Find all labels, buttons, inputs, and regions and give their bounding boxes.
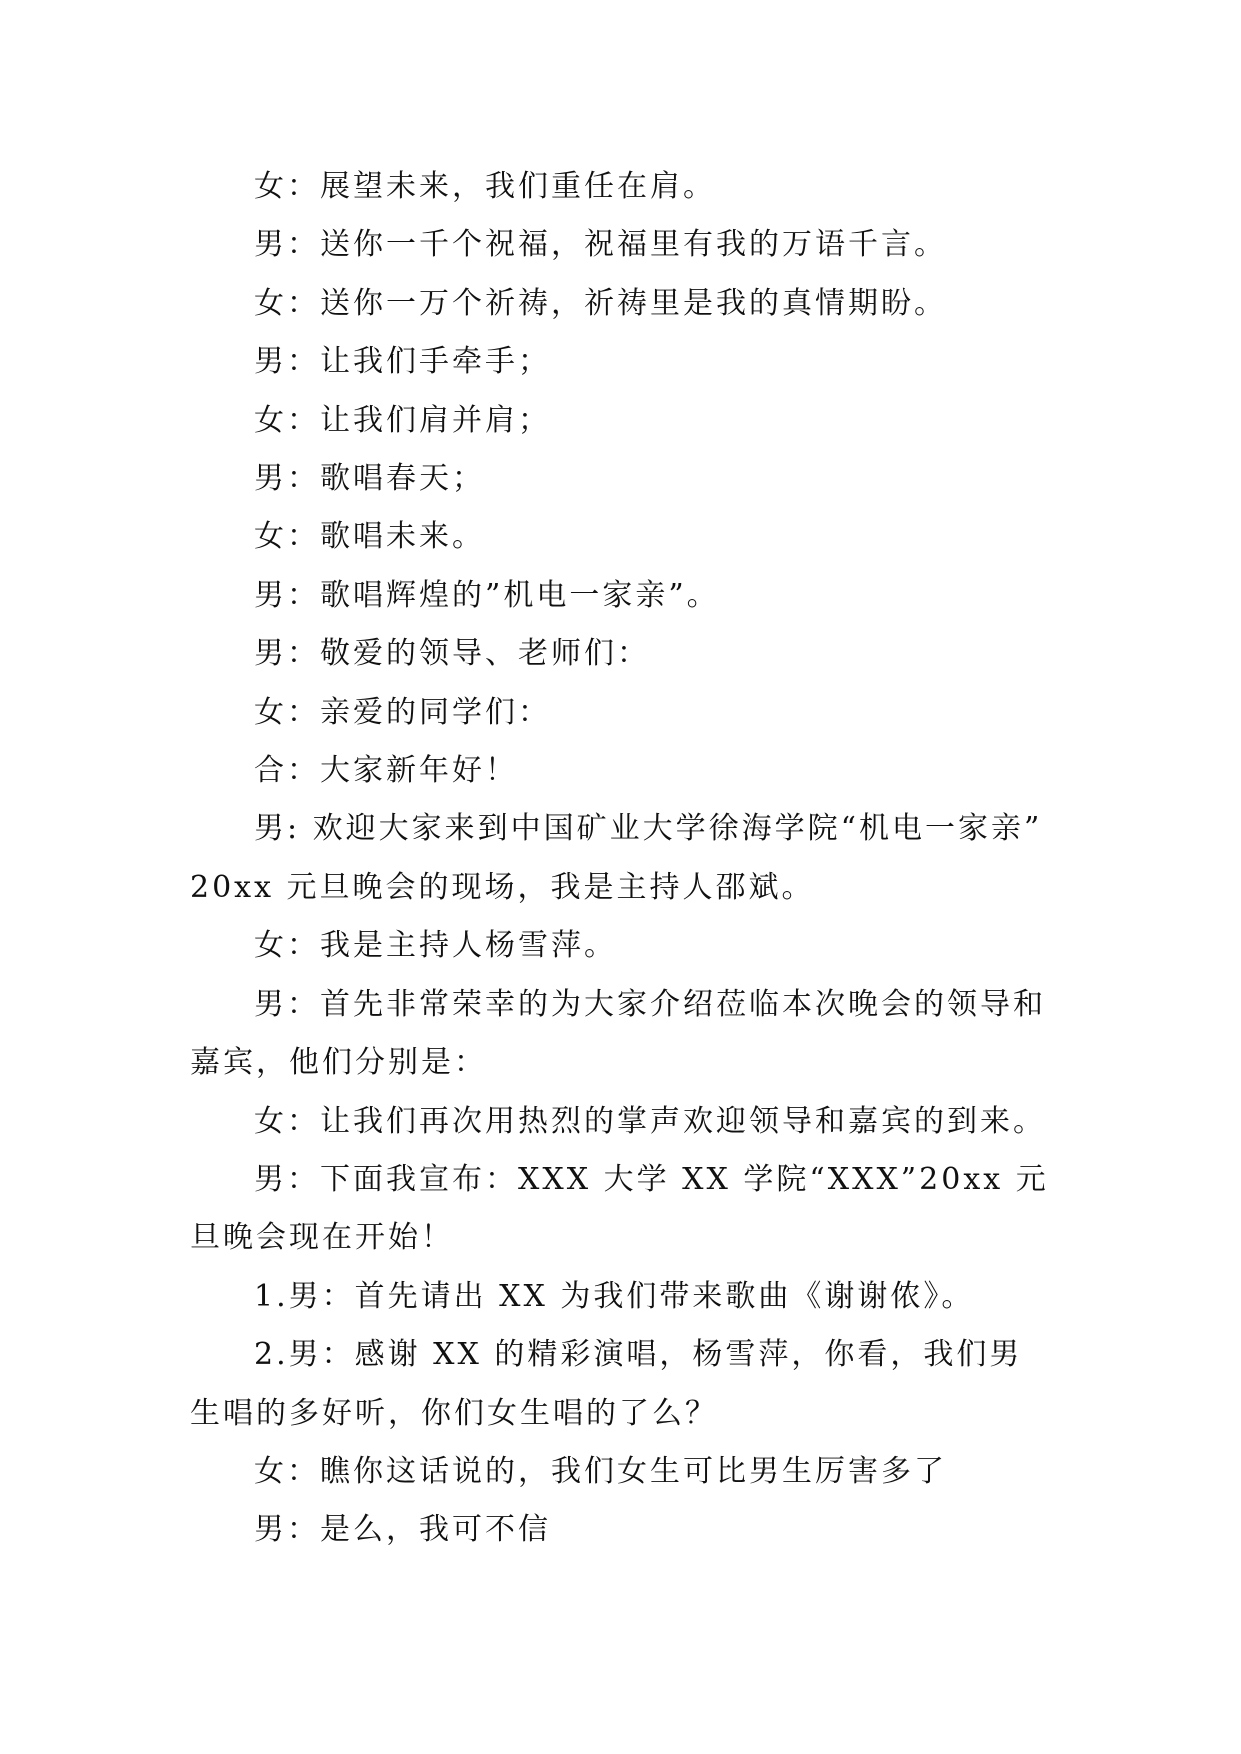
paragraph: 女：送你一万个祈祷，祈祷里是我的真情期盼。 <box>254 285 947 321</box>
paragraph: 女：我是主持人杨雪萍。 <box>254 928 617 964</box>
paragraph: 女：让我们再次用热烈的掌声欢迎领导和嘉宾的到来。 <box>254 1103 1046 1139</box>
paragraph: 男：下面我宣布：XXX 大学 XX 学院“XXX”20xx 元旦晚会现在开始！ <box>190 1161 1049 1256</box>
document-body <box>190 158 1052 1560</box>
paragraph: 合：大家新年好！ <box>254 753 518 789</box>
paragraph: 1.男：首先请出 XX 为我们带来歌曲《谢谢侬》。 <box>254 1278 975 1314</box>
paragraph: 女：歌唱未来。 <box>254 519 485 555</box>
paragraph: 女：让我们肩并肩； <box>254 402 551 438</box>
paragraph: 男：是么，我可不信 <box>254 1512 551 1548</box>
paragraph: 男：首先非常荣幸的为大家介绍莅临本次晚会的领导和嘉宾，他们分别是： <box>190 986 1046 1081</box>
paragraph: 女：瞧你这话说的，我们女生可比男生厉害多了 <box>254 1453 947 1489</box>
paragraph: 男：敬爱的领导、老师们： <box>254 636 650 672</box>
paragraph: 女：展望未来，我们重任在肩。 <box>254 169 716 204</box>
paragraph: 男：送你一千个祝福，祝福里有我的万语千言。 <box>254 227 947 263</box>
paragraph: 男：歌唱辉煌的”机电一家亲”。 <box>254 577 720 613</box>
paragraph: 男：歌唱春天； <box>254 461 485 497</box>
paragraph: 女：亲爱的同学们： <box>254 694 551 730</box>
paragraph: 男：让我们手牵手； <box>254 344 551 380</box>
paragraph: 男: 欢迎大家来到中国矿业大学徐海学院“机电一家亲” 20xx 元旦晚会的现场，我是主持人邵斌。 <box>190 811 1043 905</box>
paragraph: 2.男：感谢 XX 的精彩演唱，杨雪萍，你看，我们男生唱的多好听，你们女生唱的了么？ <box>190 1337 1023 1431</box>
